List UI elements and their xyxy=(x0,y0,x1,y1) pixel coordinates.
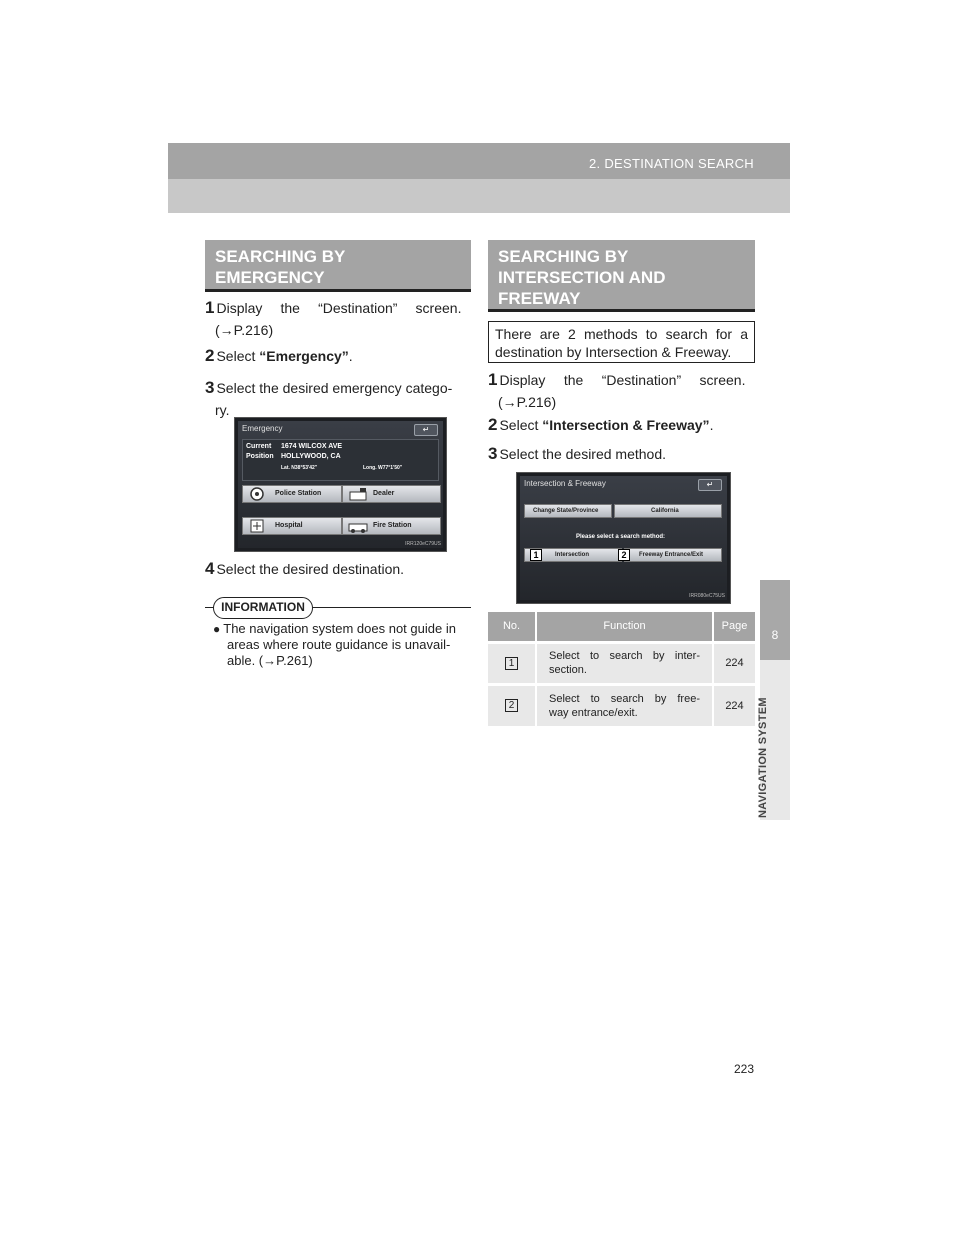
screen-title: Intersection & Freeway xyxy=(524,479,606,488)
intro-line-2: destination by Intersection & Freeway. xyxy=(495,344,732,360)
search-method-prompt: Please select a search method: xyxy=(576,534,666,540)
step-number: 2 xyxy=(488,415,498,434)
step-text: Select the desired emergency catego- xyxy=(216,380,453,396)
table-header-row xyxy=(488,612,755,642)
longitude: Long. W77°1'50" xyxy=(363,465,403,471)
fire-station-label: Fire Station xyxy=(373,522,412,529)
step-text-cont: ry. xyxy=(215,402,230,418)
step-number: 3 xyxy=(205,378,215,397)
intersection-freeway-screenshot xyxy=(516,472,731,604)
back-icon[interactable]: ↵ xyxy=(698,479,722,491)
header-function: Function xyxy=(536,612,713,642)
step-3-right xyxy=(488,443,666,465)
intro-box xyxy=(488,321,755,363)
section-title: 2. DESTINATION SEARCH xyxy=(589,156,754,171)
marker-1: 1 xyxy=(530,549,542,561)
step-4-left xyxy=(205,558,404,580)
change-state-button[interactable] xyxy=(524,504,612,518)
intersection-label: Intersection xyxy=(555,552,590,558)
cell-no xyxy=(488,684,536,726)
step-number: 4 xyxy=(205,559,215,578)
heading-emergency xyxy=(205,240,471,292)
step-text: . xyxy=(709,417,714,433)
heading-line: INTERSECTION AND xyxy=(498,268,666,287)
step-number: 1 xyxy=(488,370,498,389)
info-line-1: The navigation system does not guide in xyxy=(223,621,456,636)
intro-line-1: There are 2 methods to search for a xyxy=(495,326,748,342)
information-text xyxy=(213,621,463,669)
state-label: California xyxy=(651,508,679,514)
table-row xyxy=(488,642,755,684)
heading-line: FREEWAY xyxy=(498,289,581,308)
screen-area xyxy=(520,476,727,600)
cell-function xyxy=(536,684,713,726)
current-label: Current xyxy=(246,443,272,450)
step-text-cont: (→P.216) xyxy=(215,322,274,338)
step-3-left xyxy=(205,377,471,421)
step-text: . xyxy=(348,348,353,364)
function-line-1: Select to search by inter- xyxy=(549,650,700,662)
step-number: 3 xyxy=(488,444,498,463)
cell-function xyxy=(536,642,713,684)
function-table xyxy=(488,612,755,726)
freeway-label: Freeway Entrance/Exit xyxy=(639,552,704,558)
police-icon xyxy=(248,487,266,501)
hospital-icon xyxy=(248,519,266,533)
table-row xyxy=(488,684,755,726)
step-text: Select xyxy=(499,417,543,433)
step-text: Display the “Destination” screen. xyxy=(216,300,462,316)
function-line-2: way entrance/exit. xyxy=(549,706,638,719)
function-line-2: section. xyxy=(549,664,587,676)
chapter-label: NAVIGATION SYSTEM xyxy=(757,697,769,818)
info-line-3: able. (→P.261) xyxy=(227,653,313,668)
page-number: 223 xyxy=(734,1062,755,1076)
function-line-1: Select to search by free- xyxy=(549,692,700,705)
dealer-icon xyxy=(348,487,368,501)
page-header xyxy=(168,143,790,213)
change-state-label: Change State/Province xyxy=(533,508,599,514)
cell-no xyxy=(488,642,536,684)
information-label: INFORMATION xyxy=(213,597,313,619)
hospital-label: Hospital xyxy=(275,522,303,529)
screen-area xyxy=(238,421,443,548)
header-no: No. xyxy=(488,612,536,642)
screen-title: Emergency xyxy=(242,424,283,433)
step-2-right xyxy=(488,414,713,436)
freeway-button[interactable] xyxy=(624,548,722,562)
address-line-1: 1674 WILCOX AVE xyxy=(281,443,343,450)
step-text: Display the “Destination” screen. xyxy=(499,372,746,388)
state-button[interactable] xyxy=(614,504,722,518)
step-2-left xyxy=(205,345,353,367)
police-station-label: Police Station xyxy=(275,490,322,497)
address-line-2: HOLLYWOOD, CA xyxy=(281,453,341,460)
step-text-cont: (→P.216) xyxy=(498,394,557,410)
step-1-left xyxy=(205,297,471,341)
step-number: 2 xyxy=(205,346,215,365)
chapter-number-tab: 8 xyxy=(760,580,790,660)
marker-2: 2 xyxy=(618,549,630,561)
heading-line: EMERGENCY xyxy=(215,268,325,287)
position-label: Position xyxy=(246,453,274,460)
heading-intersection-freeway xyxy=(488,240,755,312)
heading-line: SEARCHING BY xyxy=(215,247,346,266)
cell-page: 224 xyxy=(713,684,755,726)
step-number: 1 xyxy=(205,298,215,317)
step-text: Select the desired method. xyxy=(499,446,667,462)
header-top-bar xyxy=(168,143,790,179)
current-position-card xyxy=(242,439,439,481)
back-icon[interactable]: ↵ xyxy=(414,424,438,436)
image-code: IRR080eC75US xyxy=(689,593,725,599)
heading-line: SEARCHING BY xyxy=(498,247,629,266)
info-line-2: areas where route guidance is unavail- xyxy=(227,637,451,652)
header-page: Page xyxy=(713,612,755,642)
number-box: 1 xyxy=(505,657,518,670)
dealer-label: Dealer xyxy=(373,490,395,497)
emergency-screenshot xyxy=(234,417,447,552)
step-bold: “Intersection & Freeway” xyxy=(542,417,710,433)
image-code: IRR120eC79US xyxy=(405,541,441,547)
cell-page: 224 xyxy=(713,642,755,684)
step-bold: “Emergency” xyxy=(259,348,349,364)
step-text: Select the desired destination. xyxy=(216,561,405,577)
step-text: Select xyxy=(216,348,260,364)
step-1-right xyxy=(488,369,755,413)
fire-truck-icon xyxy=(348,519,368,533)
number-box: 2 xyxy=(505,699,518,712)
bullet-icon: ● xyxy=(213,622,221,636)
latitude: Lat. N38°53'42" xyxy=(281,465,318,471)
